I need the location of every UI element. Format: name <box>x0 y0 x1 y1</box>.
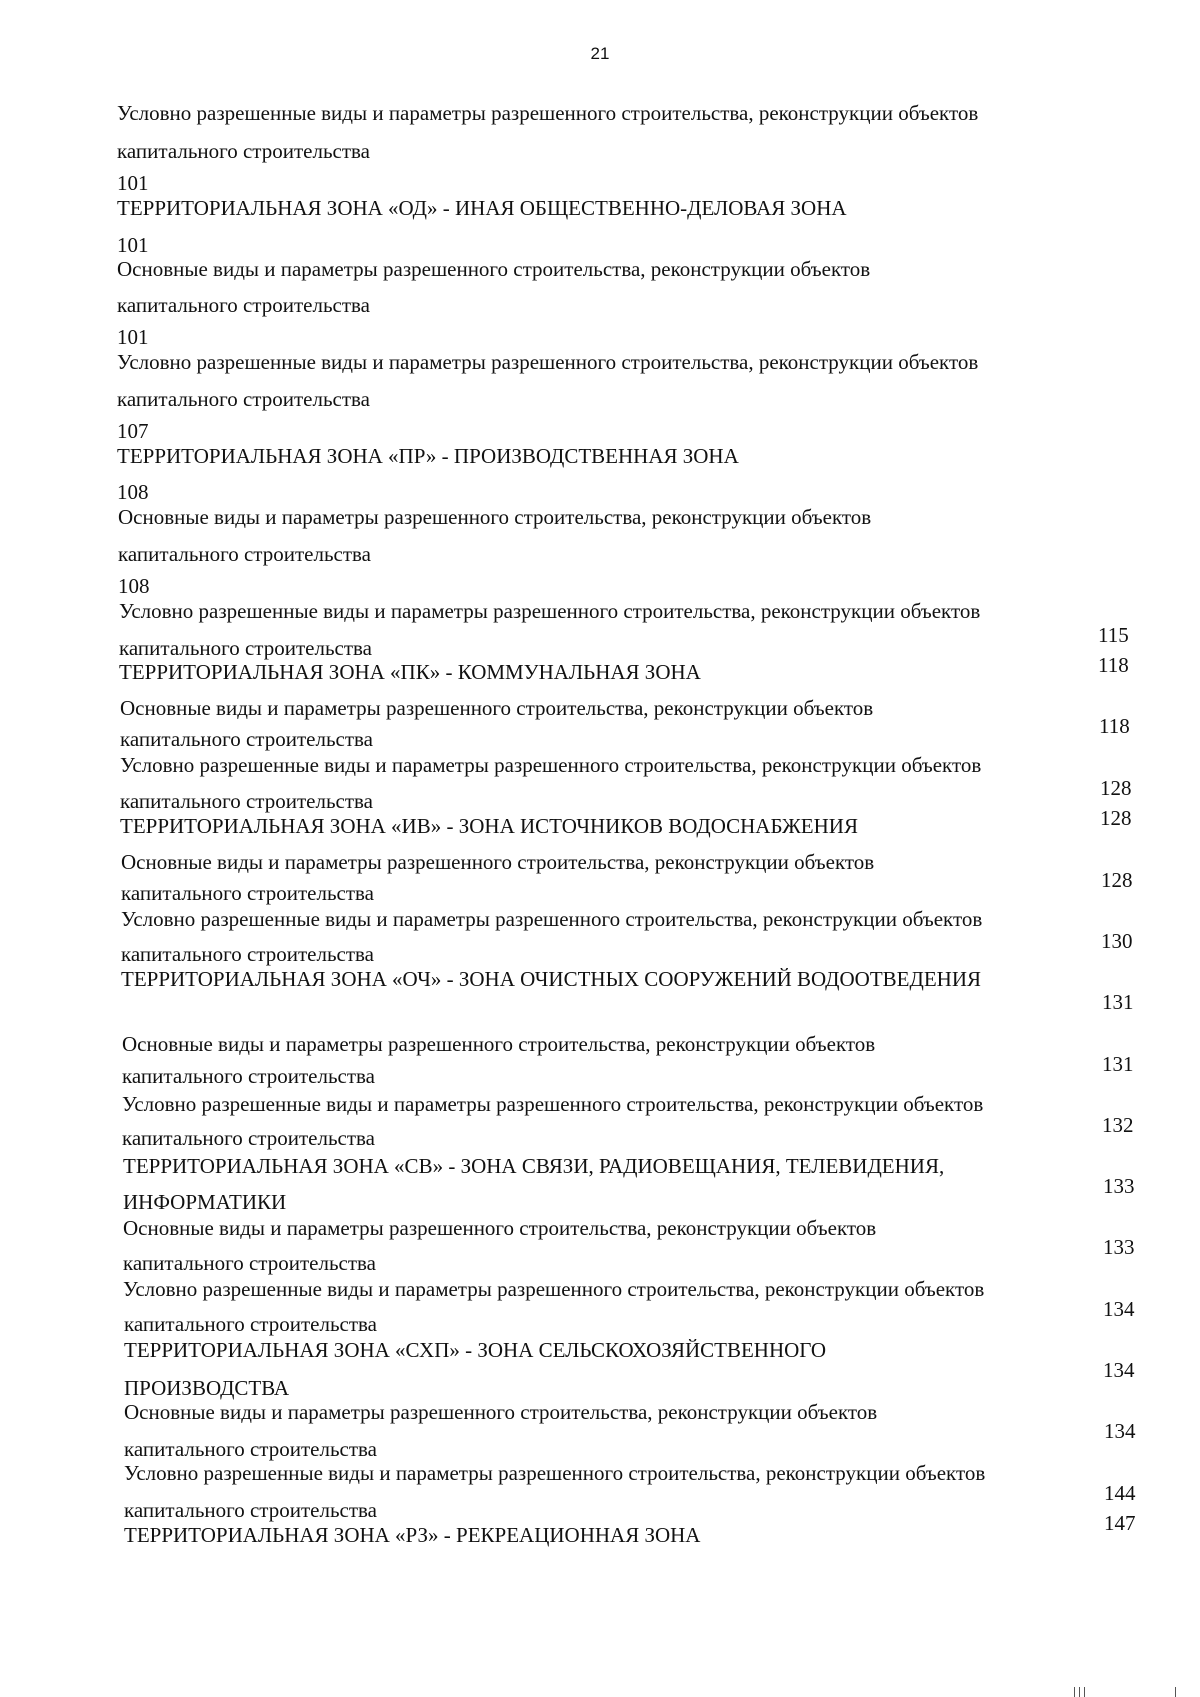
toc-page-ref: 118 <box>1099 714 1130 738</box>
toc-line: капитального строительства <box>124 1437 377 1461</box>
toc-page-ref: 132 <box>1102 1113 1134 1137</box>
toc-line: 101 <box>117 233 149 257</box>
toc-line: ТЕРРИТОРИАЛЬНАЯ ЗОНА «ПР» - ПРОИЗВОДСТВЕННАЯ ЗОНА <box>117 444 739 468</box>
toc-page-ref: 144 <box>1104 1481 1136 1505</box>
toc-page-ref: 134 <box>1103 1297 1135 1321</box>
toc-line: 108 <box>117 480 149 504</box>
toc-line: ТЕРРИТОРИАЛЬНАЯ ЗОНА «ПК» - КОММУНАЛЬНАЯ ЗОНА <box>119 660 701 684</box>
scan-artifact <box>1074 1687 1075 1697</box>
scan-artifact <box>1079 1687 1080 1697</box>
toc-line: капитального строительства <box>117 387 370 411</box>
toc-line: капитального строительства <box>117 139 370 163</box>
toc-line: капитального строительства <box>122 1126 375 1150</box>
scan-artifact <box>1084 1687 1085 1697</box>
toc-line: ТЕРРИТОРИАЛЬНАЯ ЗОНА «ИВ» - ЗОНА ИСТОЧНИКОВ ВОДОСНАБЖЕНИЯ <box>120 814 858 838</box>
scan-artifact <box>1175 1687 1176 1697</box>
toc-line: капитального строительства <box>123 1251 376 1275</box>
toc-line: Условно разрешенные виды и параметры разрешенного строительства, реконструкции объектов <box>117 101 979 125</box>
toc-page-ref: 133 <box>1103 1174 1135 1198</box>
toc-line: капитального строительства <box>124 1312 377 1336</box>
toc-line: Условно разрешенные виды и параметры разрешенного строительства, реконструкции объектов <box>120 753 982 777</box>
toc-page-ref: 131 <box>1102 1052 1134 1076</box>
toc-line: Основные виды и параметры разрешенного строительства, реконструкции объектов <box>122 1032 876 1056</box>
toc-line: Основные виды и параметры разрешенного строительства, реконструкции объектов <box>124 1400 878 1424</box>
toc-page-ref: 115 <box>1098 623 1129 647</box>
toc-line: Основные виды и параметры разрешенного строительства, реконструкции объектов <box>120 696 874 720</box>
toc-line: капитального строительства <box>120 727 373 751</box>
toc-line: 101 <box>117 171 149 195</box>
toc-line: ТЕРРИТОРИАЛЬНАЯ ЗОНА «ОД» - ИНАЯ ОБЩЕСТВЕННО-ДЕЛОВАЯ ЗОНА <box>117 196 847 220</box>
toc-line: ИНФОРМАТИКИ <box>123 1190 287 1214</box>
toc-line: капитального строительства <box>118 542 371 566</box>
toc-line: капитального строительства <box>122 1064 375 1088</box>
toc-page-ref: 133 <box>1103 1235 1135 1259</box>
toc-line: Условно разрешенные виды и параметры разрешенного строительства, реконструкции объектов <box>123 1277 985 1301</box>
toc-line: ТЕРРИТОРИАЛЬНАЯ ЗОНА «СХП» - ЗОНА СЕЛЬСКОХОЗЯЙСТВЕННОГО <box>124 1338 827 1362</box>
toc-line: 107 <box>117 419 149 443</box>
toc-line: Условно разрешенные виды и параметры разрешенного строительства, реконструкции объектов <box>117 350 979 374</box>
toc-line: капитального строительства <box>117 293 370 317</box>
toc-page-ref: 134 <box>1103 1358 1135 1382</box>
toc-page-ref: 131 <box>1102 990 1134 1014</box>
toc-line: Основные виды и параметры разрешенного строительства, реконструкции объектов <box>121 850 875 874</box>
toc-page-ref: 118 <box>1098 653 1129 677</box>
toc-line: ТЕРРИТОРИАЛЬНАЯ ЗОНА «СВ» - ЗОНА СВЯЗИ, РАДИОВЕЩАНИЯ, ТЕЛЕВИДЕНИЯ, <box>123 1154 945 1178</box>
toc-line: Основные виды и параметры разрешенного строительства, реконструкции объектов <box>123 1216 877 1240</box>
toc-line: Основные виды и параметры разрешенного строительства, реконструкции объектов <box>117 257 871 281</box>
toc-line: капитального строительства <box>121 881 374 905</box>
toc-line: 101 <box>117 325 149 349</box>
toc-line: Условно разрешенные виды и параметры разрешенного строительства, реконструкции объектов <box>119 599 981 623</box>
toc-line: капитального строительства <box>124 1498 377 1522</box>
toc-line: ТЕРРИТОРИАЛЬНАЯ ЗОНА «РЗ» - РЕКРЕАЦИОННАЯ ЗОНА <box>124 1523 701 1547</box>
toc-page-ref: 134 <box>1104 1419 1136 1443</box>
toc-line: Условно разрешенные виды и параметры разрешенного строительства, реконструкции объектов <box>121 907 983 931</box>
toc-line: капитального строительства <box>121 942 374 966</box>
toc-page-ref: 130 <box>1101 929 1133 953</box>
toc-line: Условно разрешенные виды и параметры разрешенного строительства, реконструкции объектов <box>124 1461 986 1485</box>
toc-page-ref: 128 <box>1101 868 1133 892</box>
toc-line: Основные виды и параметры разрешенного строительства, реконструкции объектов <box>118 505 872 529</box>
toc-line: ПРОИЗВОДСТВА <box>124 1376 290 1400</box>
toc-line: 108 <box>118 574 150 598</box>
toc-page-ref: 128 <box>1100 806 1132 830</box>
toc-line: ТЕРРИТОРИАЛЬНАЯ ЗОНА «ОЧ» - ЗОНА ОЧИСТНЫХ СООРУЖЕНИЙ ВОДООТВЕДЕНИЯ <box>121 967 981 991</box>
toc-page-ref: 128 <box>1100 776 1132 800</box>
toc-line: Условно разрешенные виды и параметры разрешенного строительства, реконструкции объектов <box>122 1092 984 1116</box>
toc-line: капитального строительства <box>120 789 373 813</box>
toc-page-ref: 147 <box>1104 1511 1136 1535</box>
page-number: 21 <box>590 44 610 63</box>
toc-line: капитального строительства <box>119 636 372 660</box>
